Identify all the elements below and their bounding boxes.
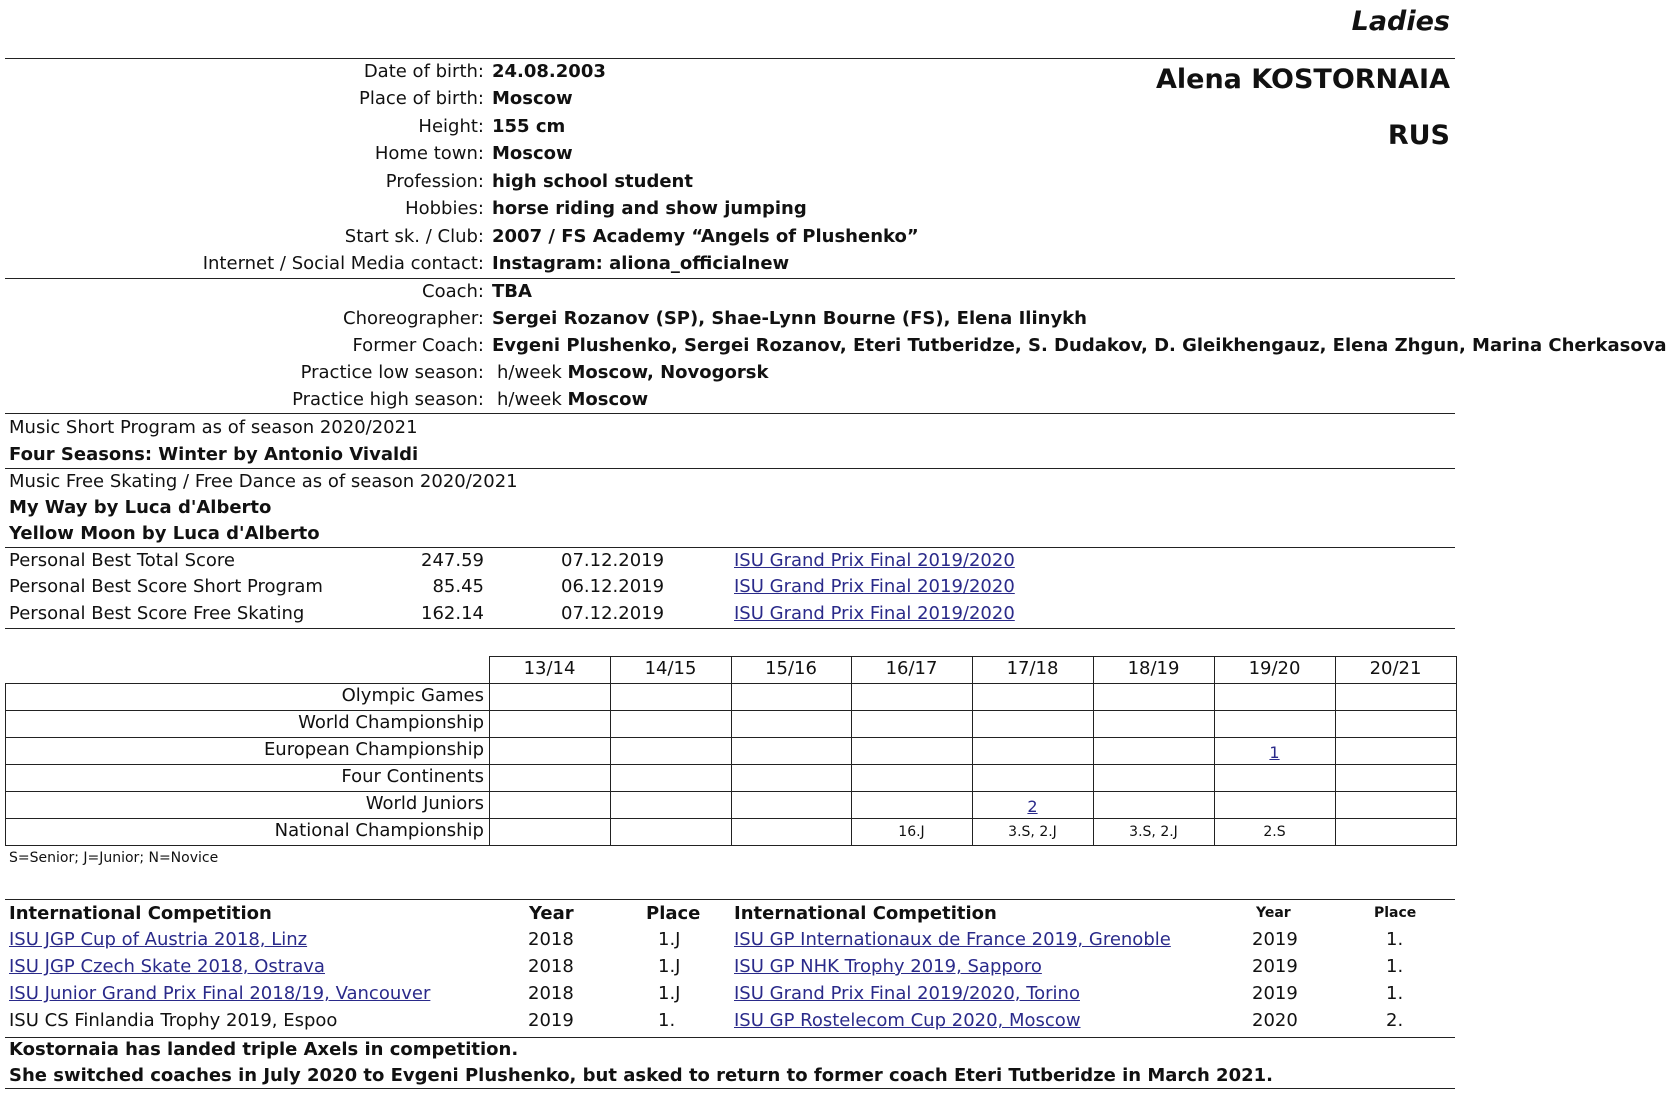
result-cell [489,737,611,765]
intl-place: 1. [658,1010,676,1031]
result-value: 16.J [898,824,925,840]
result-cell [610,683,732,711]
result-cell [1214,764,1336,792]
bio-label: Hobbies: [405,198,484,219]
result-cell [610,764,732,792]
result-cell [489,683,611,711]
intl-competition[interactable]: ISU JGP Cup of Austria 2018, Linz [9,929,308,950]
skater-name: Alena KOSTORNAIA [1155,64,1450,95]
result-cell [972,737,1094,765]
intl-year: 2019 [1252,929,1298,950]
intl-year: 2020 [1252,1010,1298,1031]
intl-year: 2019 [1252,983,1298,1004]
intl-competition[interactable]: ISU GP Internationaux de France 2019, Grenoble [734,929,1171,950]
results-event-label: National Championship [274,820,484,841]
bio-label: Home town: [374,143,484,164]
season-header: 13/14 [523,658,576,679]
season-header: 18/19 [1127,658,1180,679]
bio-value: 24.08.2003 [492,61,606,82]
result-value: 3.S, 2.J [1008,824,1057,840]
result-cell [1214,710,1336,738]
result-cell [972,710,1094,738]
intl-year: 2019 [1252,956,1298,977]
bio-value: 155 cm [492,116,566,137]
result-cell [851,791,973,819]
divider [5,413,1455,414]
bio-label: Internet / Social Media contact: [202,253,484,274]
intl-competition[interactable]: ISU GP Rostelecom Cup 2020, Moscow [734,1010,1081,1031]
result-cell [731,818,852,846]
intl-place: 1. [1386,929,1404,950]
result-cell [731,737,852,765]
season-header: 14/15 [644,658,697,679]
bio-value: Instagram: aliona_officialnew [492,253,790,274]
pb-event-link[interactable]: ISU Grand Prix Final 2019/2020 [734,603,1015,624]
result-link[interactable]: 1 [1269,743,1280,762]
intl-place: 1. [1386,956,1404,977]
result-cell [851,710,973,738]
intl-header-competition-right: International Competition [734,903,997,924]
coaching-value: Sergei Rozanov (SP), Shae-Lynn Bourne (FS), Elena Ilinykh [492,308,1087,329]
coaching-value: Evgeni Plushenko, Sergei Rozanov, Eteri Tutberidze, S. Dudakov, D. Gleikhengauz, Elena Zhgun, Marina Cherkasova [492,335,1667,356]
coaching-label: Former Coach: [352,335,484,356]
result-cell [1093,710,1215,738]
music-free-heading: Music Free Skating / Free Dance as of season 2020/2021 [9,471,518,492]
intl-place: 1. [1386,983,1404,1004]
divider [5,899,1455,900]
pb-label: Personal Best Total Score [9,550,235,571]
season-header: 16/17 [885,658,938,679]
pb-score: 85.45 [432,576,484,597]
result-cell [610,737,732,765]
result-cell [610,791,732,819]
season-header: 19/20 [1248,658,1301,679]
intl-place: 1.J [658,983,681,1004]
coaching-label: Choreographer: [343,308,484,329]
intl-place: 2. [1386,1010,1404,1031]
bio-value: horse riding and show jumping [492,198,807,219]
pb-label: Personal Best Score Short Program [9,576,323,597]
coaching-label: Coach: [422,281,484,302]
skater-country: RUS [1387,120,1450,151]
coaching-value: TBA [492,281,532,302]
result-cell [1093,791,1215,819]
intl-year: 2018 [528,983,574,1004]
result-cell [1335,764,1457,792]
intl-place: 1.J [658,929,681,950]
pb-date: 07.12.2019 [561,550,665,571]
result-cell [972,764,1094,792]
result-cell [1214,791,1336,819]
practice-value [497,389,648,410]
intl-year: 2019 [528,1010,574,1031]
practice-unit: h/week [497,362,568,383]
bio-value: 2007 / FS Academy “Angels of Plushenko” [492,226,919,247]
result-cell [851,764,973,792]
result-cell [731,710,852,738]
results-event-label: World Juniors [365,793,484,814]
category-title: Ladies [1351,6,1450,37]
result-cell [1335,710,1457,738]
note-1: Kostornaia has landed triple Axels in competition. [9,1039,519,1060]
results-event-label: World Championship [298,712,484,733]
result-cell [1335,791,1457,819]
intl-year: 2018 [528,956,574,977]
result-cell [610,818,732,846]
result-cell [1214,683,1336,711]
pb-label: Personal Best Score Free Skating [9,603,305,624]
practice-location: Moscow [567,389,649,410]
divider [5,468,1455,469]
intl-header-year-left: Year [529,903,574,924]
music-free-title-2: Yellow Moon by Luca d'Alberto [9,523,320,544]
result-value: 3.S, 2.J [1129,824,1178,840]
results-legend: S=Senior; J=Junior; N=Novice [9,850,219,866]
result-link[interactable]: 2 [1027,797,1038,816]
results-event-label: European Championship [263,739,484,760]
pb-event-link[interactable]: ISU Grand Prix Final 2019/2020 [734,550,1015,571]
season-header: 15/16 [765,658,817,679]
practice-label: Practice high season: [292,389,484,410]
intl-competition: ISU CS Finlandia Trophy 2019, Espoo [9,1010,338,1031]
intl-competition[interactable]: ISU Junior Grand Prix Final 2018/19, Vancouver [9,983,431,1004]
result-cell [489,710,611,738]
divider [5,628,1455,629]
practice-location: Moscow, Novogorsk [567,362,769,383]
result-cell [1335,683,1457,711]
practice-label: Practice low season: [300,362,484,383]
divider [5,58,1455,59]
intl-competition[interactable]: ISU JGP Czech Skate 2018, Ostrava [9,956,325,977]
result-cell [731,791,852,819]
intl-competition[interactable]: ISU Grand Prix Final 2019/2020, Torino [734,983,1080,1004]
results-event-label: Four Continents [341,766,484,787]
intl-place: 1.J [658,956,681,977]
result-cell [1335,818,1457,846]
season-header: 20/21 [1369,658,1422,679]
bio-value: Moscow [492,88,573,109]
music-free-title-1: My Way by Luca d'Alberto [9,497,272,518]
intl-year: 2018 [528,929,574,950]
music-short-heading: Music Short Program as of season 2020/2021 [9,417,418,438]
result-cell [489,818,611,846]
intl-header-place-left: Place [646,903,701,924]
intl-competition[interactable]: ISU GP NHK Trophy 2019, Sapporo [734,956,1042,977]
divider [5,547,1455,548]
intl-header-place-right: Place [1374,905,1417,921]
bio-label: Date of birth: [363,61,484,82]
bio-label: Place of birth: [358,88,484,109]
result-cell [1093,737,1215,765]
result-cell [851,683,973,711]
note-2: She switched coaches in July 2020 to Evgeni Plushenko, but asked to return to former coach Eteri Tutberidze in March 2021. [9,1065,1273,1086]
intl-header-year-right: Year [1256,905,1291,921]
result-cell [972,683,1094,711]
practice-unit: h/week [497,389,568,410]
result-cell [851,737,973,765]
pb-score: 162.14 [421,603,484,624]
pb-event-link[interactable]: ISU Grand Prix Final 2019/2020 [734,576,1015,597]
pb-score: 247.59 [421,550,484,571]
result-cell [1335,737,1457,765]
bio-label: Profession: [385,171,484,192]
result-cell [731,683,852,711]
result-cell [489,791,611,819]
divider [5,278,1455,279]
bio-label: Height: [418,116,484,137]
pb-date: 06.12.2019 [561,576,665,597]
practice-value [497,362,768,383]
bio-value: Moscow [492,143,573,164]
result-cell [489,764,611,792]
music-short-title: Four Seasons: Winter by Antonio Vivaldi [9,444,419,465]
result-cell [1093,683,1215,711]
bio-label: Start sk. / Club: [344,226,484,247]
divider [5,1088,1455,1089]
bio-value: high school student [492,171,693,192]
divider [5,1037,1455,1038]
intl-header-competition-left: International Competition [9,903,272,924]
results-event-label: Olympic Games [341,685,484,706]
result-value: 2.S [1263,824,1286,840]
result-cell [610,710,732,738]
season-header: 17/18 [1006,658,1059,679]
result-cell [731,764,852,792]
pb-date: 07.12.2019 [561,603,665,624]
result-cell [1093,764,1215,792]
